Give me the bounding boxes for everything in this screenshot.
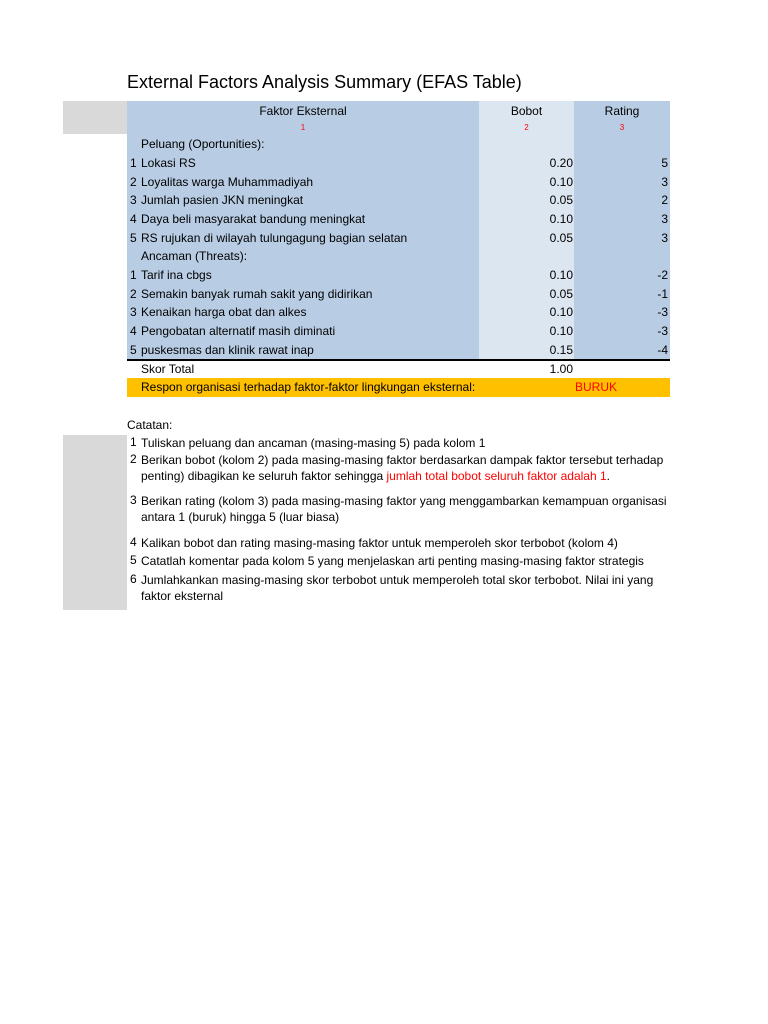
- row-rating: -1: [657, 287, 668, 301]
- section-label: Peluang (Oportunities):: [141, 137, 265, 151]
- header-faktor-label: Faktor Eksternal: [259, 104, 347, 118]
- row-rating: 2: [661, 193, 668, 207]
- row-bobot: 0.05: [549, 193, 573, 207]
- row-factor: Jumlah pasien JKN meningkat: [141, 193, 304, 207]
- note-number: 4: [130, 535, 137, 549]
- respon-value: BURUK: [575, 380, 618, 394]
- header-bobot: [479, 101, 574, 134]
- note-text-line2: [141, 468, 610, 484]
- row-number: 3: [130, 193, 137, 207]
- section-peluang: [127, 135, 670, 154]
- catatan-label: Catatan:: [127, 418, 173, 432]
- table-row: [127, 341, 670, 360]
- row-rating: -3: [657, 324, 668, 338]
- note-text: Tuliskan peluang dan ancaman (masing-masing 5) pada kolom 1: [141, 436, 486, 450]
- note-number: 6: [130, 572, 137, 586]
- table-row: [127, 266, 670, 285]
- row-bobot: 0.15: [549, 343, 573, 357]
- table-row: [127, 303, 670, 322]
- row-number: 2: [130, 287, 137, 301]
- row-bobot: 0.10: [549, 175, 573, 189]
- row-bobot: 0.05: [549, 231, 573, 245]
- row-factor: Lokasi RS: [141, 156, 196, 170]
- table-row: [127, 210, 670, 229]
- note-item: [127, 435, 670, 453]
- row-bobot: 0.10: [549, 268, 573, 282]
- header-faktor-number: 1: [300, 123, 306, 132]
- notes-side-block: [63, 435, 127, 610]
- row-bobot: 0.05: [549, 287, 573, 301]
- row-number: 2: [130, 175, 137, 189]
- table-row: [127, 285, 670, 304]
- row-rating: -4: [657, 343, 668, 357]
- note-text: Berikan bobot (kolom 2) pada masing-masing faktor berdasarkan dampak faktor tersebut terhadap: [141, 453, 664, 467]
- header-rating-number: 3: [619, 123, 625, 132]
- row-number: 5: [130, 231, 137, 245]
- note-text: Kalikan bobot dan rating masing-masing faktor untuk memperoleh skor terbobot (kolom 4): [141, 536, 618, 550]
- note-text: Berikan rating (kolom 3) pada masing-masing faktor yang menggambarkan kemampuan organisasi: [141, 494, 667, 508]
- row-number: 3: [130, 305, 137, 319]
- row-rating: 3: [661, 175, 668, 189]
- row-factor: Loyalitas warga Muhammadiyah: [141, 175, 314, 189]
- table-row: [127, 154, 670, 173]
- table-row: [127, 191, 670, 210]
- note-item: [127, 493, 670, 527]
- table-row: [127, 322, 670, 341]
- row-bobot: 0.10: [549, 324, 573, 338]
- row-rating: -3: [657, 305, 668, 319]
- header-rating-label: Rating: [604, 104, 640, 118]
- note-item: [127, 572, 670, 606]
- note-item: [127, 553, 670, 571]
- row-number: 5: [130, 343, 137, 357]
- total-bobot: 1.00: [549, 362, 573, 376]
- note-number: 5: [130, 553, 137, 567]
- note-text: Catatlah komentar pada kolom 5 yang menjelaskan arti penting masing-masing faktor strategis: [141, 554, 644, 568]
- row-number: 4: [130, 324, 137, 338]
- table-row: [127, 229, 670, 248]
- row-rating: 5: [661, 156, 668, 170]
- note-text-pre: penting) dibagikan ke seluruh faktor sehingga: [141, 469, 387, 483]
- header-bobot-label: Bobot: [510, 104, 543, 118]
- row-factor: Daya beli masyarakat bandung meningkat: [141, 212, 366, 226]
- note-text-line2: faktor eksternal: [141, 589, 224, 603]
- row-factor: Tarif ina cbgs: [141, 268, 212, 282]
- note-number: 2: [130, 452, 137, 466]
- total-row: [127, 360, 670, 379]
- note-item: [127, 452, 670, 486]
- total-label: Skor Total: [141, 362, 195, 376]
- row-rating: -2: [657, 268, 668, 282]
- note-text-post: .: [606, 469, 610, 483]
- header-rating: [574, 101, 670, 134]
- row-number: 1: [130, 156, 137, 170]
- row-number: 4: [130, 212, 137, 226]
- row-rating: 3: [661, 231, 668, 245]
- note-text-line2: antara 1 (buruk) hingga 5 (luar biasa): [141, 510, 340, 524]
- row-bobot: 0.10: [549, 305, 573, 319]
- section-label: Ancaman (Threats):: [141, 249, 248, 263]
- section-ancaman: [127, 247, 670, 266]
- row-factor: Kenaikan harga obat dan alkes: [141, 305, 307, 319]
- note-item: [127, 535, 670, 553]
- row-factor: RS rujukan di wilayah tulungagung bagian selatan: [141, 231, 408, 245]
- row-bobot: 0.20: [549, 156, 573, 170]
- row-factor: Pengobatan alternatif masih diminati: [141, 324, 336, 338]
- page-title: External Factors Analysis Summary (EFAS Table): [127, 72, 522, 92]
- note-highlight: jumlah total bobot seluruh faktor adalah 1: [386, 469, 607, 483]
- row-header-block: [63, 101, 127, 134]
- note-text: Jumlahkankan masing-masing skor terbobot untuk memperoleh total skor terbobot. Nilai ini yang: [141, 573, 654, 587]
- header-bobot-number: 2: [524, 123, 529, 132]
- row-rating: 3: [661, 212, 668, 226]
- respon-label: Respon organisasi terhadap faktor-faktor lingkungan eksternal:: [141, 380, 476, 394]
- note-number: 1: [130, 435, 137, 449]
- row-factor: Semakin banyak rumah sakit yang didirikan: [141, 287, 373, 301]
- table-row: [127, 173, 670, 192]
- row-bobot: 0.10: [549, 212, 573, 226]
- row-number: 1: [130, 268, 137, 282]
- header-faktor: [127, 101, 479, 134]
- note-number: 3: [130, 493, 137, 507]
- row-factor: puskesmas dan klinik rawat inap: [141, 343, 314, 357]
- respon-row: [127, 378, 670, 397]
